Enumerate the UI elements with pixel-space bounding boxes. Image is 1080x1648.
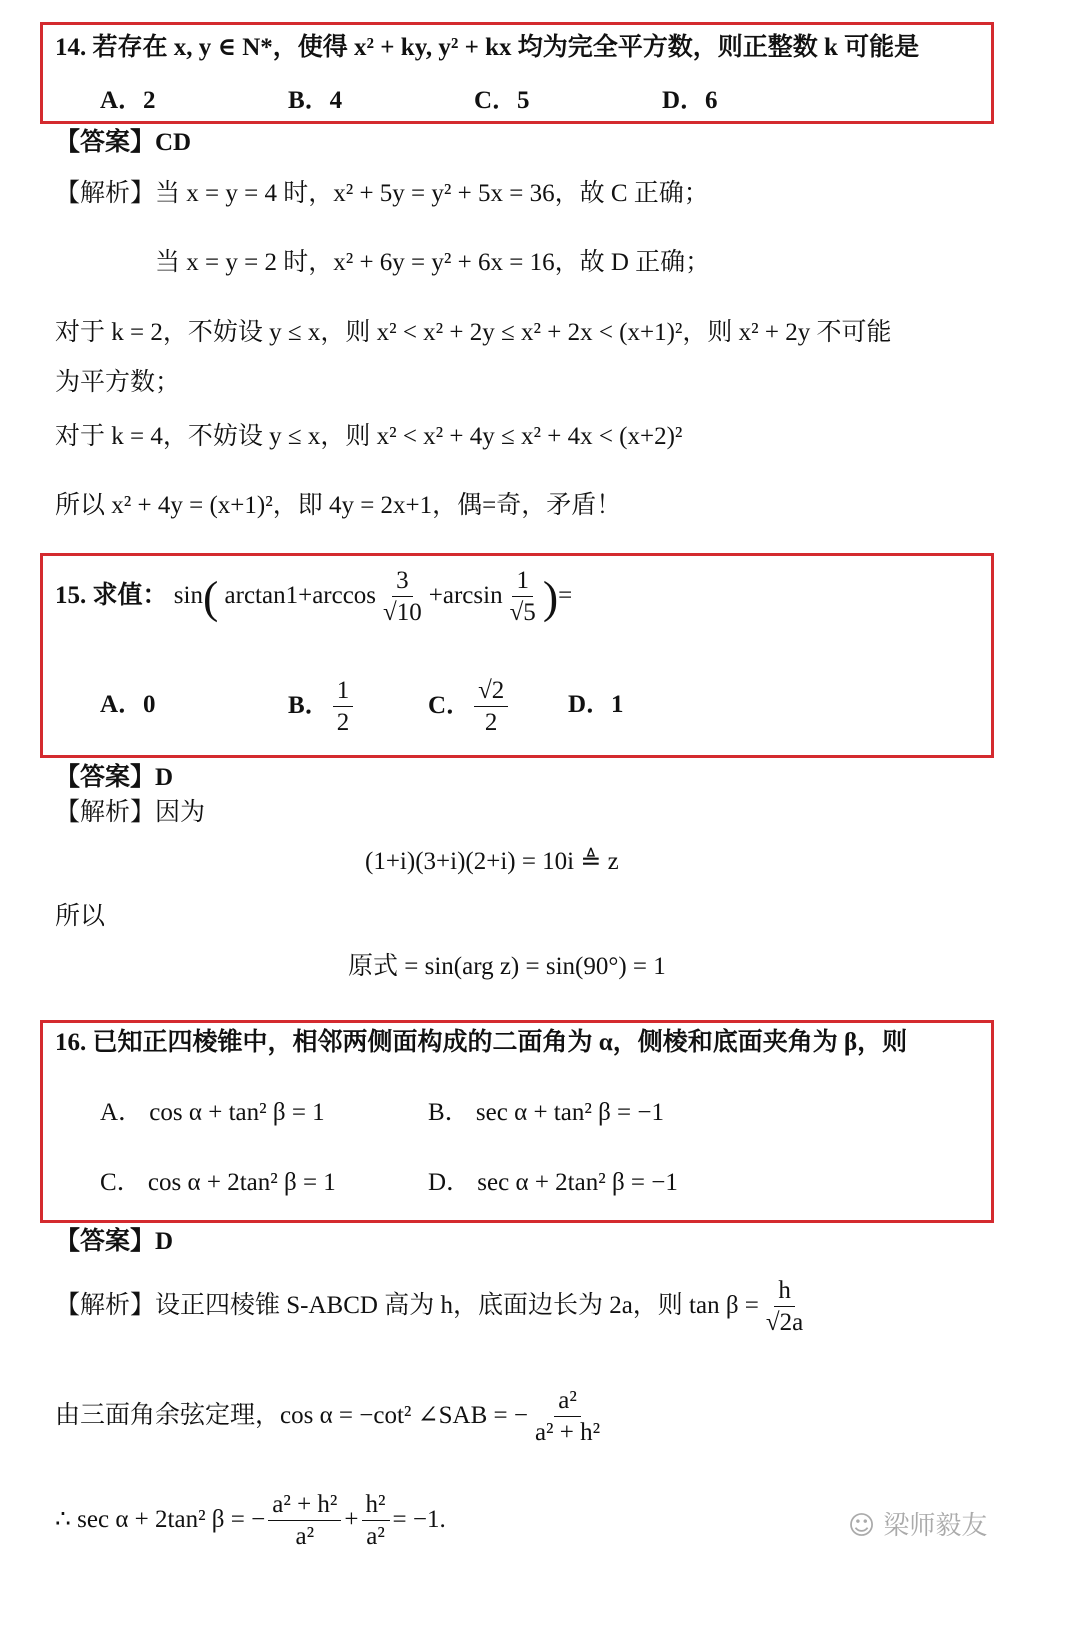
q14-analysis-2: 当 x = y = 2 时，x² + 6y = y² + 6x = 16，故 D 正确； <box>155 249 711 276</box>
numerator: √2 <box>474 676 508 707</box>
denominator: √10 <box>383 599 422 626</box>
q16-option-a: A． cos α + tan² β = 1 <box>100 1099 325 1126</box>
q16-option-b: B． sec α + tan² β = −1 <box>428 1099 664 1126</box>
text: 【解析】设正四棱锥 S-ABCD 高为 h，底面边长为 2a，则 tan β = <box>55 1292 759 1320</box>
q16-analysis-2 <box>55 1386 607 1449</box>
denominator: √5 <box>509 599 536 626</box>
q15-sin: sin <box>173 582 203 610</box>
q16-analysis-1 <box>55 1276 810 1339</box>
q15-fraction-1 <box>379 566 426 629</box>
watermark <box>848 1505 987 1542</box>
q14-analysis-6: 所以 x² + 4y = (x+1)²，即 4y = 2x+1，偶=奇，矛盾！ <box>55 492 622 519</box>
q14-option-d: D．6 <box>662 87 718 114</box>
text: ∴ sec α + 2tan² β = − <box>55 1506 266 1534</box>
q15-arcsin: +arcsin <box>428 582 503 610</box>
numerator: 1 <box>333 676 354 707</box>
denominator: a² + h² <box>534 1419 601 1446</box>
denominator: 2 <box>336 709 350 736</box>
numerator: a² + h² <box>268 1490 341 1521</box>
q16-answer: 【答案】D <box>55 1228 174 1255</box>
q16-option-d: D． sec α + 2tan² β = −1 <box>428 1169 678 1196</box>
q15-option-b <box>288 676 356 739</box>
q14-analysis-3: 对于 k = 2，不妨设 y ≤ x，则 x² < x² + 2y ≤ x² + 2x < (x+1)²，则 x² + 2y 不可能 <box>55 319 892 346</box>
q15-so: 所以 <box>55 903 106 930</box>
numerator: 1 <box>512 566 533 597</box>
q15-option-a: A．0 <box>100 691 156 718</box>
q16-option-c: C． cos α + 2tan² β = 1 <box>100 1169 336 1196</box>
q15-analysis: 【解析】因为 <box>55 799 206 826</box>
q15-stem: 15. 求值： sin( arctan1+arccos $\frac{3}{√10}$ +arcsin $\frac{1}{√5}$ )= <box>55 566 572 629</box>
q14-analysis-1: 【解析】当 x = y = 4 时，x² + 5y = y² + 5x = 36，故 C 正确； <box>55 180 709 207</box>
q14-analysis-5: 对于 k = 4，不妨设 y ≤ x，则 x² < x² + 4y ≤ x² + 4x < (x+2)² <box>55 423 683 450</box>
numerator: a² <box>554 1386 581 1417</box>
denominator: a² <box>295 1523 315 1550</box>
label: C． <box>428 692 472 720</box>
result: = −1. <box>392 1506 446 1534</box>
numerator: h <box>774 1276 795 1307</box>
q15-option-c <box>428 676 511 739</box>
q15-equation-1: (1+i)(3+i)(2+i) = 10i ≜ z <box>365 848 619 875</box>
q15-answer: 【答案】D <box>55 764 174 791</box>
q15-equals: = <box>558 582 573 610</box>
q14-answer: 【答案】CD <box>55 129 192 156</box>
q14-stem: 14. 若存在 x, y ∈ N*，使得 x² + ky, y² + kx 均为完全平方数，则正整数 k 可能是 <box>55 34 920 61</box>
numerator: 3 <box>392 566 413 597</box>
plus: + <box>344 1506 359 1534</box>
text: 由三面角余弦定理，cos α = −cot² ∠SAB = − <box>55 1402 528 1430</box>
watermark-text: 梁师毅友 <box>883 1511 988 1541</box>
numerator: h² <box>362 1490 390 1521</box>
q15-arc-terms: arctan1+arccos <box>224 582 377 610</box>
wechat-icon: ☺ <box>848 1511 884 1541</box>
q14-option-c: C．5 <box>474 87 530 114</box>
q15-fraction-2 <box>506 566 540 629</box>
denominator: 2 <box>484 709 498 736</box>
q16-analysis-3 <box>55 1490 446 1553</box>
q14-option-a: A．2 <box>100 87 156 114</box>
q14-analysis-4: 为平方数； <box>55 369 181 396</box>
q15-option-d: D．1 <box>568 691 624 718</box>
label: B． <box>288 692 330 720</box>
denominator: √2a <box>765 1309 804 1336</box>
q16-stem: 16. 已知正四棱锥中，相邻两侧面构成的二面角为 α，侧棱和底面夹角为 β，则 <box>55 1029 908 1056</box>
q15-equation-2: 原式 = sin(arg z) = sin(90°) = 1 <box>348 953 666 980</box>
q15-prefix: 15. 求值： <box>55 582 168 610</box>
denominator: a² <box>366 1523 385 1550</box>
q14-option-b: B．4 <box>288 87 343 114</box>
